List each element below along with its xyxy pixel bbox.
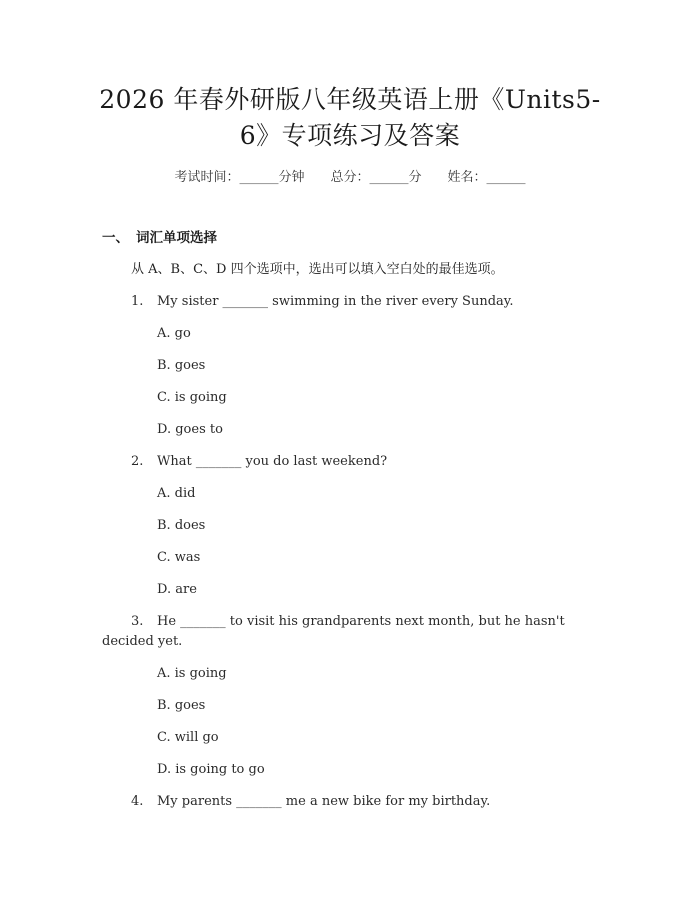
question-3: [131, 613, 565, 631]
question-2: [131, 453, 387, 471]
option-1a: A. go: [157, 326, 191, 341]
student-name: 姓名：______: [447, 170, 526, 185]
exam-meta: [0, 169, 700, 187]
section-title: 词汇单项选择: [136, 230, 217, 246]
question-text: My sister _______ swimming in the river every Sunday.: [157, 294, 514, 309]
section-instruction: 从 A、B、C、D 四个选项中，选出可以填入空白处的最佳选项。: [131, 262, 504, 277]
question-number: 1.: [131, 294, 144, 309]
question-3-continuation: decided yet.: [102, 634, 183, 649]
option-2a: A. did: [157, 486, 196, 501]
total-score: 总分：______分: [330, 170, 422, 185]
exam-time: 考试时间：______分钟: [174, 170, 305, 185]
question-text: What _______ you do last weekend?: [157, 454, 388, 469]
option-3d: D. is going to go: [157, 762, 265, 777]
question-1: [131, 293, 514, 311]
section-number: 一、: [102, 230, 129, 246]
question-4: [131, 793, 490, 811]
option-3c: C. will go: [157, 730, 219, 745]
option-3a: A. is going: [157, 666, 227, 681]
title-line-1: 2026 年春外研版八年级英语上册《Units5-: [99, 85, 601, 114]
option-1b: B. goes: [157, 358, 206, 373]
option-1c: C. is going: [157, 390, 227, 405]
question-number: 2.: [131, 454, 144, 469]
document-title: [90, 82, 610, 154]
question-number: 4.: [131, 794, 144, 809]
option-1d: D. goes to: [157, 422, 223, 437]
option-2c: C. was: [157, 550, 201, 565]
option-2b: B. does: [157, 518, 206, 533]
title-line-2: 6》专项练习及答案: [239, 121, 461, 150]
section-heading: [102, 229, 217, 247]
option-3b: B. goes: [157, 698, 206, 713]
question-text: He _______ to visit his grandparents next month, but he hasn't: [157, 614, 565, 629]
question-text: My parents _______ me a new bike for my birthday.: [157, 794, 491, 809]
question-number: 3.: [131, 614, 144, 629]
option-2d: D. are: [157, 582, 197, 597]
